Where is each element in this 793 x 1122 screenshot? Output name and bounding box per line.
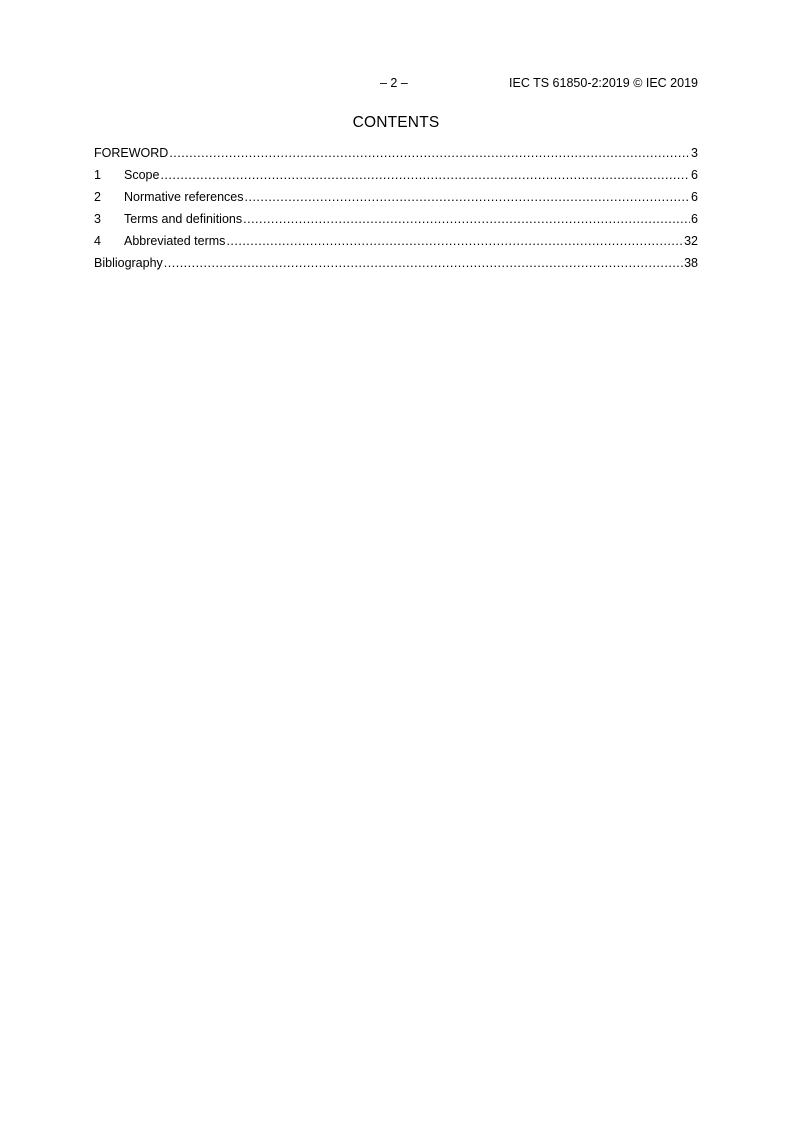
toc-entry-terms-and-definitions[interactable]: [94, 211, 698, 233]
toc-entry-page[interactable]: 6: [691, 212, 698, 226]
page-number: – 2 –: [380, 76, 408, 90]
toc-dot-leader: [245, 189, 691, 205]
toc-entry-foreword[interactable]: [94, 145, 698, 167]
toc-entry-label[interactable]: Scope: [124, 168, 160, 182]
toc-entry-page[interactable]: 6: [691, 190, 698, 204]
toc-entry-scope[interactable]: [94, 167, 698, 189]
toc-entry-number: 3: [94, 212, 101, 226]
toc-dot-leader: [243, 211, 690, 227]
toc-dot-leader: [164, 255, 683, 271]
table-of-contents: [94, 145, 698, 277]
toc-entry-page[interactable]: 38: [684, 256, 698, 270]
toc-dot-leader: [169, 145, 690, 161]
toc-entry-label[interactable]: Bibliography: [94, 256, 163, 270]
toc-entry-number: 2: [94, 190, 101, 204]
toc-entry-page[interactable]: 3: [691, 146, 698, 160]
toc-entry-label[interactable]: Normative references: [124, 190, 244, 204]
toc-entry-label[interactable]: Abbreviated terms: [124, 234, 226, 248]
toc-entry-label[interactable]: Terms and definitions: [124, 212, 243, 226]
toc-entry-page[interactable]: 6: [691, 168, 698, 182]
toc-dot-leader: [226, 233, 683, 249]
toc-entry-abbreviated-terms[interactable]: [94, 233, 698, 255]
toc-entry-label[interactable]: FOREWORD: [94, 146, 169, 160]
page-header: [94, 76, 698, 92]
document-reference: IEC TS 61850-2:2019 © IEC 2019: [509, 76, 698, 90]
toc-entry-number: 1: [94, 168, 101, 182]
contents-title: CONTENTS: [352, 114, 440, 131]
toc-entry-number: 4: [94, 234, 101, 248]
toc-entry-page[interactable]: 32: [684, 234, 698, 248]
toc-entry-normative-references[interactable]: [94, 189, 698, 211]
toc-dot-leader: [160, 167, 690, 183]
toc-entry-bibliography[interactable]: [94, 255, 698, 277]
